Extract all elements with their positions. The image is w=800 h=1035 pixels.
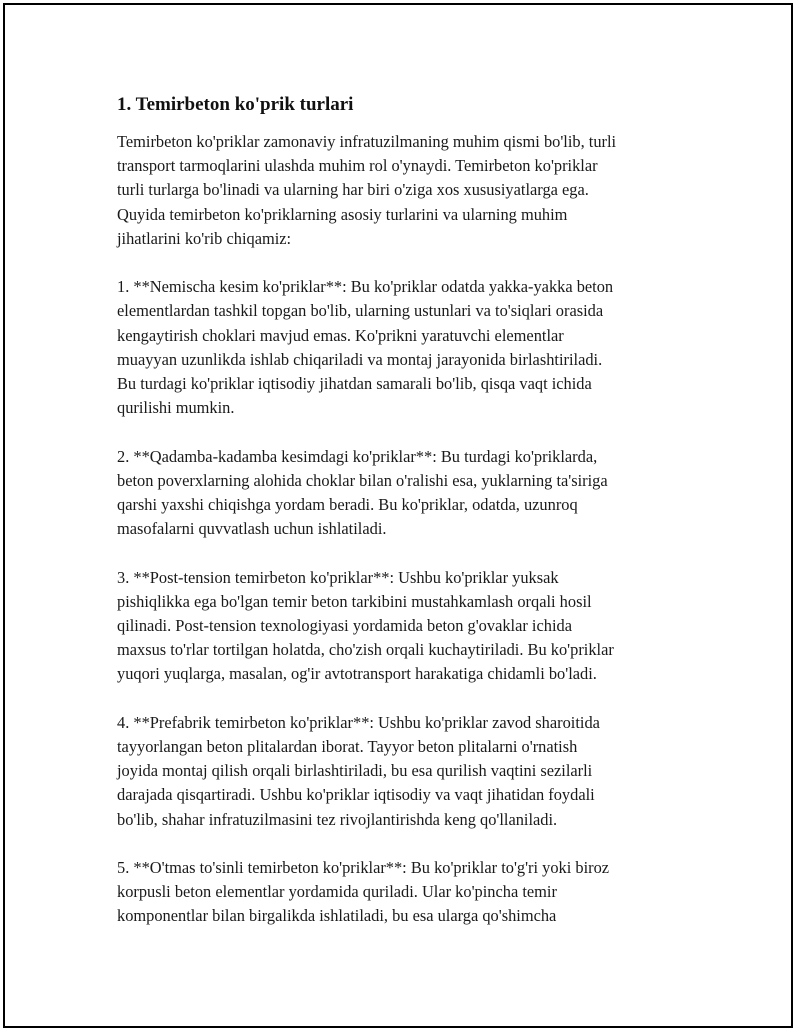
list-item-paragraph [117, 711, 697, 832]
text-line: darajada qisqartiradi. Ushbu ko'priklar iqtisodiy va vaqt jihatidan foydali [117, 785, 595, 805]
list-item-paragraph [117, 275, 697, 420]
section-heading: 1. Temirbeton ko'prik turlari [117, 94, 354, 115]
text-line: jihatlarini ko'rib chiqamiz: [117, 228, 292, 248]
intro-paragraph [117, 130, 697, 251]
text-line: Temirbeton ko'priklar zamonaviy infratuzilmaning muhim qismi bo'lib, turli [117, 132, 617, 151]
text-line: muayyan uzunlikda ishlab chiqariladi va montaj jarayonida birlashtiriladi. [117, 349, 603, 369]
text-line: qarshi yaxshi chiqishga yordam beradi. Bu ko'priklar, odatda, uzunroq [117, 495, 578, 515]
document-body [117, 92, 697, 953]
text-line: 4. **Prefabrik temirbeton ko'priklar**: Ushbu ko'priklar zavod sharoitida [117, 712, 600, 732]
text-line: elementlardan tashkil topgan bo'lib, ularning ustunlari va to'siqlari orasida [117, 301, 604, 321]
text-line: maxsus to'rlar tortilgan holatda, cho'zish orqali kuchaytiriladi. Bu ko'priklar [117, 640, 614, 660]
text-line: yuqori yuqlarga, masalan, og'ir avtotransport harakatiga chidamli bo'ladi. [117, 664, 597, 684]
text-line: beton poverxlarning alohida choklar bilan o'ralishi esa, yuklarning ta'siriga [117, 470, 608, 490]
text-line: komponentlar bilan birgalikda ishlatiladi, bu esa ularga qo'shimcha [117, 906, 557, 926]
text-line: tayyorlangan beton plitalardan iborat. Tayyor beton plitalarni o'rnatish [117, 737, 578, 757]
text-line: bo'lib, shahar infratuzilmasini tez rivojlantirishda keng qo'llaniladi. [117, 809, 558, 829]
text-line: qilinadi. Post-tension texnologiyasi yordamida beton g'ovaklar ichida [117, 616, 572, 636]
text-line: 5. **O'tmas to'sinli temirbeton ko'priklar**: Bu ko'priklar to'g'ri yoki biroz [117, 858, 610, 878]
text-line: pishiqlikka ega bo'lgan temir beton tarkibini mustahkamlash orqali hosil [117, 591, 592, 611]
text-line: transport tarmoqlarini ulashda muhim rol o'ynaydi. Temirbeton ko'priklar [117, 156, 598, 176]
text-line: masofalarni quvvatlash uchun ishlatiladi. [117, 519, 387, 539]
list-item-paragraph [117, 566, 697, 687]
text-line: kengaytirish choklari mavjud emas. Ko'prikni yaratuvchi elementlar [117, 325, 564, 345]
text-line: Bu turdagi ko'priklar iqtisodiy jihatdan samarali bo'lib, qisqa vaqt ichida [117, 374, 592, 394]
text-line: 1. **Nemischa kesim ko'priklar**: Bu ko'priklar odatda yakka-yakka beton [117, 277, 614, 297]
text-line: qurilishi mumkin. [117, 398, 235, 418]
text-line: joyida montaj qilish orqali birlashtiriladi, bu esa qurilish vaqtini sezilarli [117, 761, 593, 781]
text-line: 2. **Qadamba-kadamba kesimdagi ko'priklar**: Bu turdagi ko'priklarda, [117, 446, 598, 466]
list-item-paragraph [117, 445, 697, 542]
text-line: 3. **Post-tension temirbeton ko'priklar**: Ushbu ko'priklar yuksak [117, 567, 559, 587]
text-line: korpusli beton elementlar yordamida quriladi. Ular ko'pincha temir [117, 882, 557, 902]
text-line: Quyida temirbeton ko'priklarning asosiy turlarini va ularning muhim [117, 204, 568, 224]
text-line: turli turlarga bo'linadi va ularning har biri o'ziga xos xususiyatlarga ega. [117, 180, 589, 200]
list-item-paragraph [117, 856, 697, 929]
